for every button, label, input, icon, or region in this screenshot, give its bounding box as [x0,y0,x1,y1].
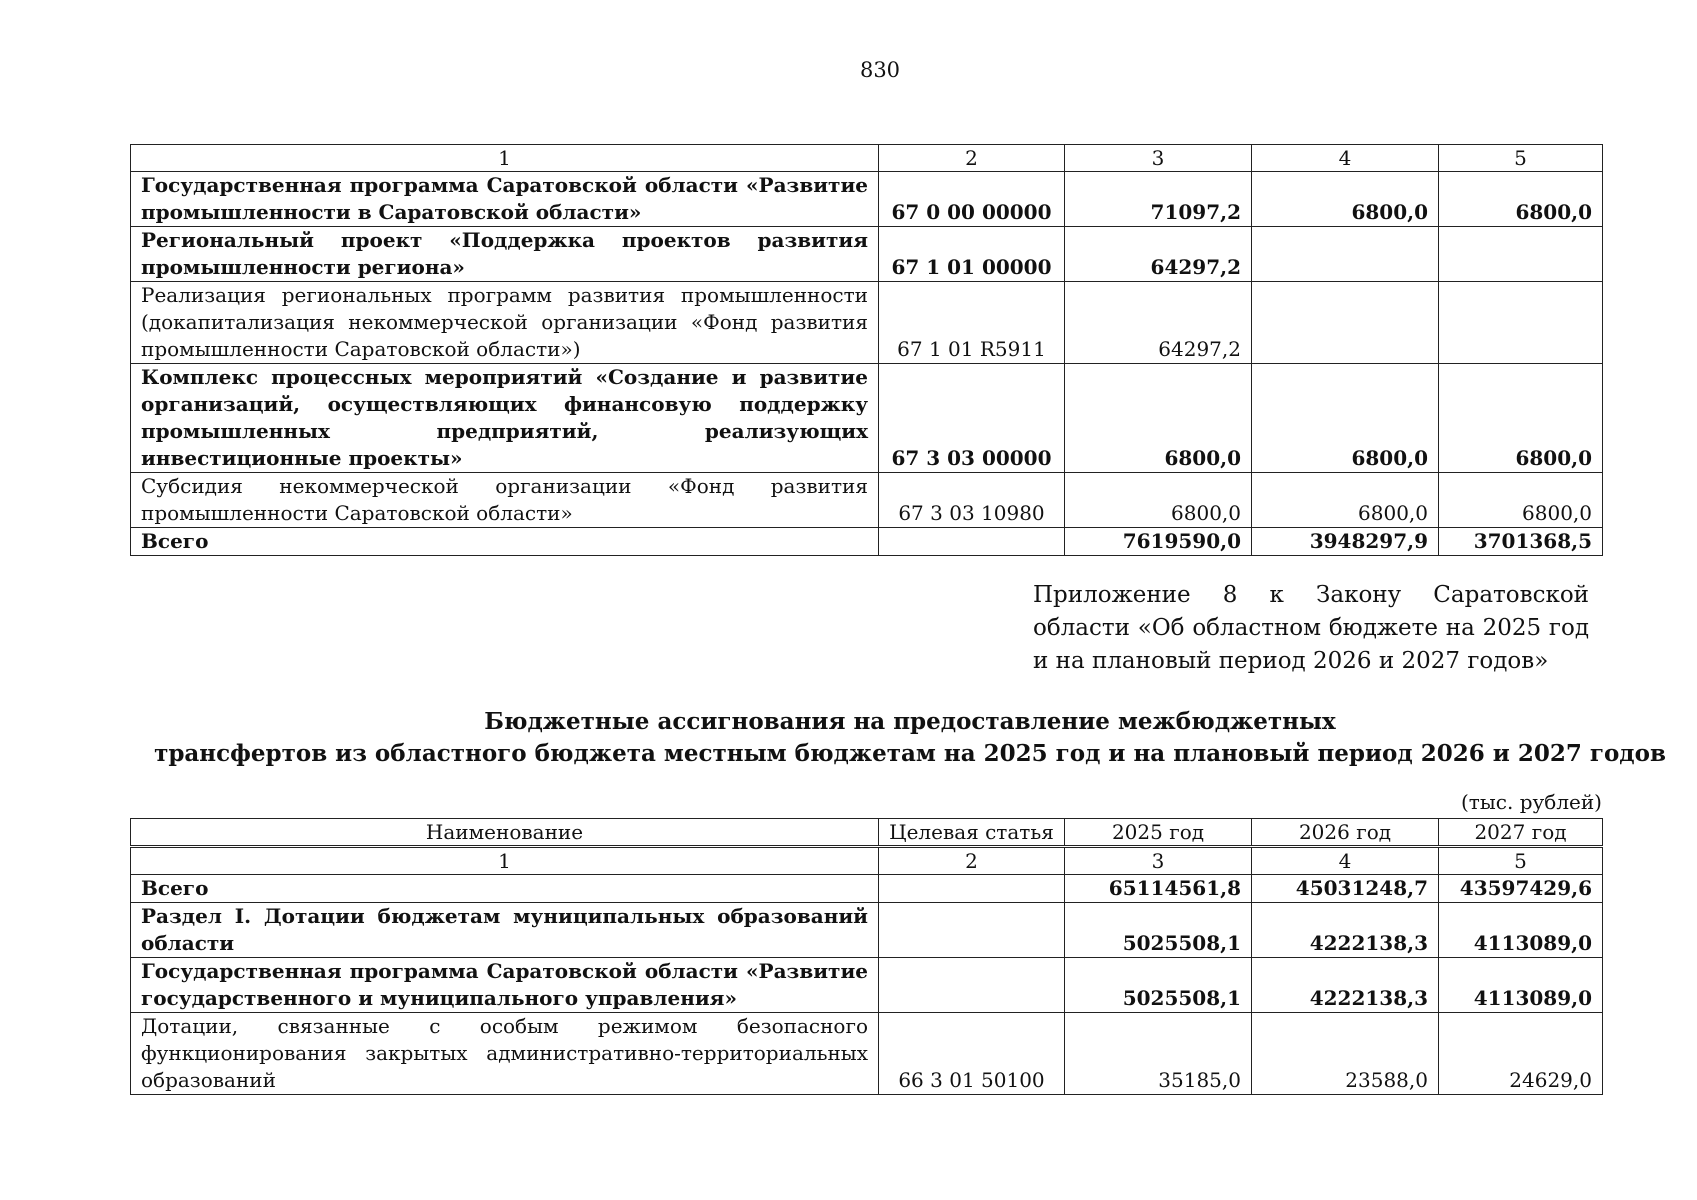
value-2027 [1439,282,1603,364]
table-column-titles [131,819,1603,847]
value-2027: 6800,0 [1439,172,1603,227]
value-2026 [1252,282,1439,364]
row-code: 67 1 01 00000 [879,227,1065,282]
row-name: Всего [131,875,879,903]
value-2027: 3701368,5 [1439,528,1603,556]
column-number: 5 [1439,145,1603,172]
value-2027: 43597429,6 [1439,875,1603,903]
row-code [879,903,1065,958]
value-2025: 35185,0 [1065,1013,1252,1095]
value-2027 [1439,227,1603,282]
row-name: Региональный проект «Поддержка проектов развития промышленности региона» [131,227,879,282]
value-2025: 71097,2 [1065,172,1252,227]
row-code: 67 1 01 R5911 [879,282,1065,364]
page-number: 830 [859,58,901,82]
value-2026: 23588,0 [1252,1013,1439,1095]
value-2026: 6800,0 [1252,473,1439,528]
table-row [131,528,1603,556]
table-number-row [131,847,1603,875]
column-number: 4 [1252,145,1439,172]
row-name: Всего [131,528,879,556]
column-number: 3 [1065,145,1252,172]
row-name: Комплекс процессных мероприятий «Создание и развитие организаций, осуществляющих финансовую поддержку промышленных предприятий, реализующих инвестиционные проекты» [131,364,879,473]
value-2025: 6800,0 [1065,364,1252,473]
column-title: 2027 год [1439,819,1603,847]
value-2025: 7619590,0 [1065,528,1252,556]
row-name: Реализация региональных программ развития промышленности (докапитализация некоммерческой организации «Фонд развития промышленности Саратовской области») [131,282,879,364]
value-2027: 6800,0 [1439,364,1603,473]
table-header-row [131,145,1603,172]
value-2025: 5025508,1 [1065,958,1252,1013]
title-line-2: трансфертов из областного бюджета местным бюджетам на 2025 год и на плановый период 2026 и 2027 годов [154,740,1666,767]
row-name: Дотации, связанные с особым режимом безопасного функционирования закрытых административно-территориальных образований [131,1013,879,1095]
value-2027: 4113089,0 [1439,958,1603,1013]
row-code [879,528,1065,556]
row-code [879,875,1065,903]
appendix-note: Приложение 8 к Закону Саратовской области «Об областном бюджете на 2025 год и на плановый период 2026 и 2027 годов» [1033,582,1589,674]
table-row [131,172,1603,227]
column-number: 1 [131,145,879,172]
title-line-1: Бюджетные ассигнования на предоставление межбюджетных [484,708,1336,735]
value-2026: 6800,0 [1252,364,1439,473]
value-2026 [1252,227,1439,282]
row-name: Государственная программа Саратовской области «Развитие промышленности в Саратовской области» [131,172,879,227]
column-title: 2025 год [1065,819,1252,847]
row-name: Субсидия некоммерческой организации «Фонд развития промышленности Саратовской области» [131,473,879,528]
row-code: 67 3 03 00000 [879,364,1065,473]
row-name: Государственная программа Саратовской области «Развитие государственного и муниципального управления» [131,958,879,1013]
top-budget-table [130,144,1603,556]
row-code: 66 3 01 50100 [879,1013,1065,1095]
value-2026: 4222138,3 [1252,958,1439,1013]
transfers-table [130,818,1603,1095]
units-label: (тыс. рублей) [1461,790,1602,814]
value-2025: 6800,0 [1065,473,1252,528]
row-code [879,958,1065,1013]
document-title [130,706,1690,770]
table-row [131,364,1603,473]
value-2025: 65114561,8 [1065,875,1252,903]
column-number: 2 [879,145,1065,172]
value-2025: 64297,2 [1065,282,1252,364]
value-2025: 64297,2 [1065,227,1252,282]
value-2026: 45031248,7 [1252,875,1439,903]
row-code: 67 3 03 10980 [879,473,1065,528]
column-number: 5 [1439,847,1603,875]
value-2026: 6800,0 [1252,172,1439,227]
column-number: 4 [1252,847,1439,875]
table-row [131,875,1603,903]
column-title: Наименование [131,819,879,847]
column-number: 3 [1065,847,1252,875]
value-2025: 5025508,1 [1065,903,1252,958]
table-row [131,473,1603,528]
value-2026: 4222138,3 [1252,903,1439,958]
table-row [131,958,1603,1013]
table-row [131,227,1603,282]
row-code: 67 0 00 00000 [879,172,1065,227]
table-row [131,1013,1603,1095]
value-2027: 24629,0 [1439,1013,1603,1095]
column-title: 2026 год [1252,819,1439,847]
column-number: 1 [131,847,879,875]
column-title: Целевая статья [879,819,1065,847]
column-number: 2 [879,847,1065,875]
row-name: Раздел I. Дотации бюджетам муниципальных образований области [131,903,879,958]
value-2026: 3948297,9 [1252,528,1439,556]
table-row [131,903,1603,958]
table-row [131,282,1603,364]
value-2027: 4113089,0 [1439,903,1603,958]
value-2027: 6800,0 [1439,473,1603,528]
